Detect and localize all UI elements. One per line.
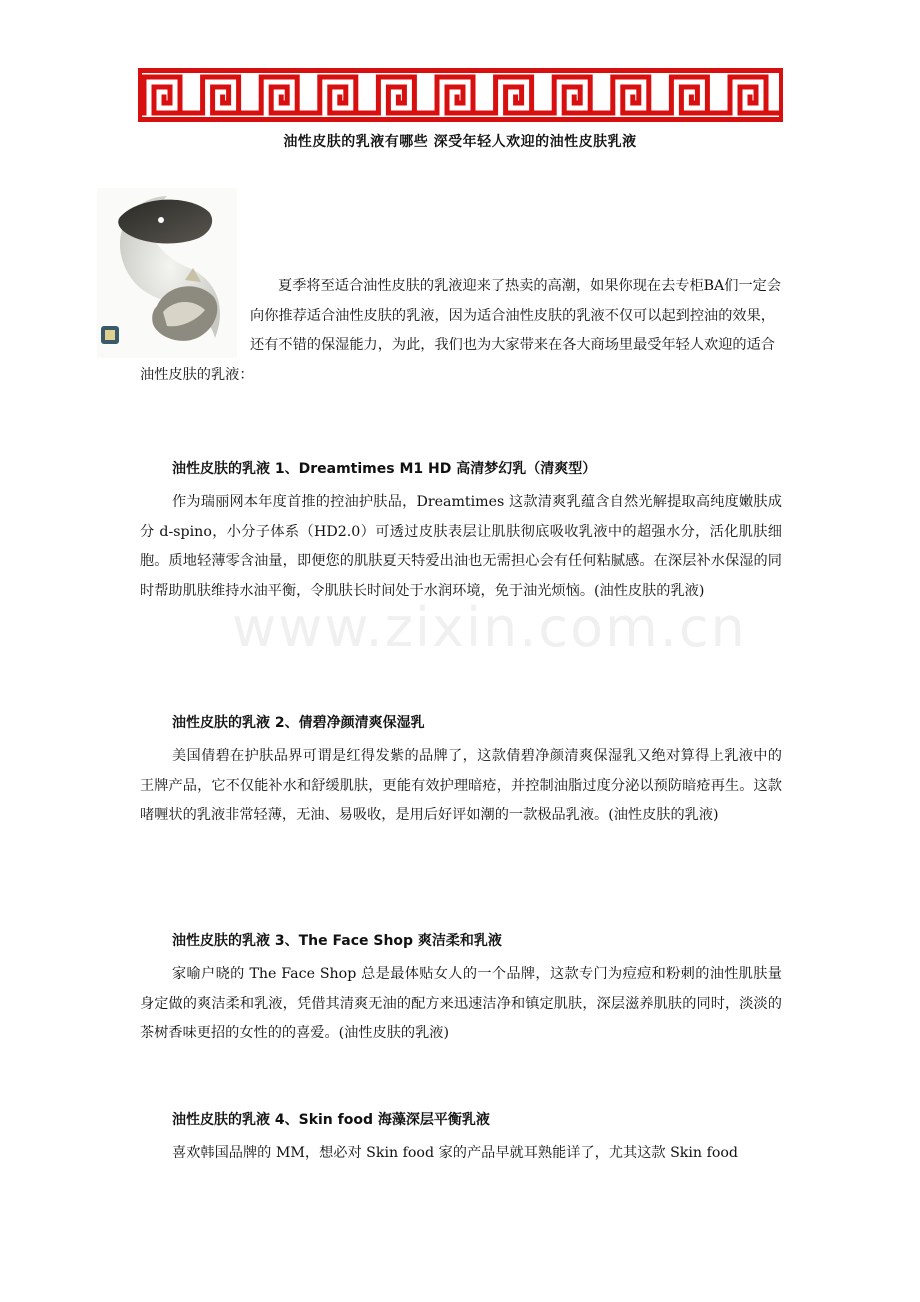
- section-heading-4: 油性皮肤的乳液 4、Skin food 海藻深层平衡乳液: [172, 1112, 490, 1128]
- section-heading-2: 油性皮肤的乳液 2、倩碧净颜清爽保湿乳: [172, 715, 425, 731]
- section-body-1: 作为瑞丽网本年度首推的控油护肤品，Dreamtimes 这款清爽乳蕴含自然光解提取高纯度嫩肤成分 d-spino，小分子体系（HD2.0）可透过皮肤表层让肌肤彻底吸收乳液中的超强水分，活化肌肤细胞。质地轻薄零含油量，即便您的肌肤夏天特爱出油也无需担心会有任何粘腻感。在深层补水保湿的同时帮助肌肤维持水油平衡，令肌肤长时间处于水润环境，免于油光烦恼。(油性皮肤的乳液): [140, 494, 782, 599]
- watermark: www.zixin.com.cn: [232, 596, 747, 659]
- greek-key-pattern-icon: [138, 68, 783, 122]
- section-body-2: 美国倩碧在护肤品界可谓是红得发紫的品牌了，这款倩碧净颜清爽保湿乳又绝对算得上乳液中的王牌产品，它不仅能补水和舒缓肌肤，更能有效护理暗疮，并控制油脂过度分泌以预防暗疮再生。这款啫喱状的乳液非常轻薄，无油、易吸收，是用后好评如潮的一款极品乳液。(油性皮肤的乳液): [140, 748, 782, 823]
- section-body-4: 喜欢韩国品牌的 MM，想必对 Skin food 家的产品早就耳熟能详了，尤其这款 Skin food: [172, 1145, 738, 1161]
- decorative-fret-border: [138, 68, 783, 122]
- section-heading-3: 油性皮肤的乳液 3、The Face Shop 爽洁柔和乳液: [172, 933, 502, 949]
- intro-text: 夏季将至适合油性皮肤的乳液迎来了热卖的高潮，如果你现在去专柜BA们一定会向你推荐适合油性皮肤的乳液，因为适合油性皮肤的乳液不仅可以起到控油的效果，还有不错的保湿能力，为此，我们也为大家带来在各大商场里最受年轻人欢迎的适合油性皮肤的乳液：: [140, 278, 782, 383]
- document-title: 油性皮肤的乳液有哪些 深受年轻人欢迎的油性皮肤乳液: [283, 134, 637, 150]
- section-body-3: 家喻户晓的 The Face Shop 总是最体贴女人的一个品牌，这款专门为痘痘和粉刺的油性肌肤量身定做的爽洁柔和乳液，凭借其清爽无油的配方来迅速洁净和镇定肌肤，深层滋养肌肤的同时，淡淡的茶树香味更招的女性的的喜爱。(油性皮肤的乳液): [140, 966, 782, 1041]
- intro-paragraph: [140, 272, 782, 390]
- section-heading-1: 油性皮肤的乳液 1、Dreamtimes M1 HD 高清梦幻乳（清爽型）: [172, 461, 597, 477]
